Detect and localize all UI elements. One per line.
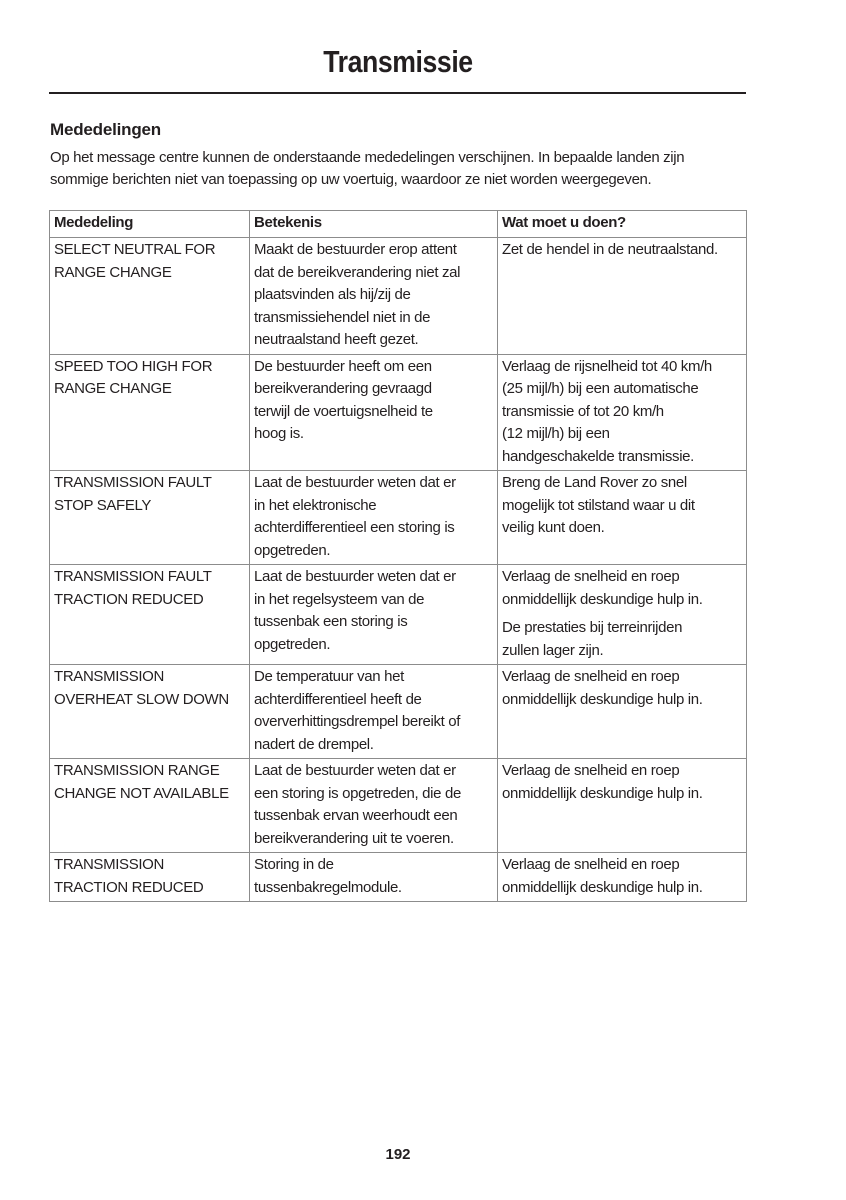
meaning-cell bbox=[250, 853, 498, 902]
action-cell bbox=[498, 238, 747, 355]
cell-line: neutraalstand heeft gezet. bbox=[254, 331, 419, 348]
header-message: Mededeling bbox=[50, 211, 250, 238]
message-cell bbox=[50, 354, 250, 471]
cell-line: Verlaag de rijsnelheid tot 40 km/h bbox=[502, 357, 712, 375]
cell-line: RANGE CHANGE bbox=[54, 380, 172, 397]
meaning-cell bbox=[250, 565, 498, 665]
table-body bbox=[50, 238, 747, 902]
cell-line: TRANSMISSION bbox=[54, 668, 164, 685]
intro-line: Op het message centre kunnen de onderstaande mededelingen verschijnen. In bepaalde landen zijn bbox=[50, 149, 685, 166]
cell-line: SPEED TOO HIGH FOR bbox=[54, 357, 213, 375]
cell-line: tussenbakregelmodule. bbox=[254, 878, 402, 896]
cell-line: De prestaties bij terreinrijden bbox=[502, 619, 683, 636]
cell-line: transmissie of tot 20 km/h bbox=[502, 402, 664, 420]
cell-line: Laat de bestuurder weten dat er bbox=[254, 474, 456, 491]
table-row bbox=[50, 238, 747, 355]
cell-line: TRANSMISSION FAULT bbox=[54, 568, 212, 585]
cell-line: tussenbak ervan weerhoudt een bbox=[254, 807, 458, 824]
message-cell bbox=[50, 853, 250, 902]
table-row bbox=[50, 853, 747, 902]
cell-line: handgeschakelde transmissie. bbox=[502, 447, 694, 465]
cell-line: De bestuurder heeft om een bbox=[254, 357, 432, 375]
action-cell bbox=[498, 354, 747, 471]
cell-line: RANGE CHANGE bbox=[54, 263, 172, 281]
action-cell bbox=[498, 665, 747, 759]
cell-line: SELECT NEUTRAL FOR bbox=[54, 241, 216, 258]
cell-line: bereikverandering uit te voeren. bbox=[254, 829, 454, 847]
cell-line: TRACTION REDUCED bbox=[54, 878, 204, 896]
cell-line: oververhittingsdrempel bereikt of bbox=[254, 713, 461, 730]
section-heading: Mededelingen bbox=[50, 120, 161, 139]
meaning-cell bbox=[250, 354, 498, 471]
cell-line: in het elektronische bbox=[254, 496, 377, 514]
cell-line: (25 mijl/h) bij een automatische bbox=[502, 380, 699, 397]
table-row bbox=[50, 471, 747, 565]
cell-line: mogelijk tot stilstand waar u dit bbox=[502, 496, 695, 514]
cell-line: Laat de bestuurder weten dat er bbox=[254, 568, 456, 585]
page-number: 192 bbox=[385, 1146, 411, 1163]
cell-line: TRANSMISSION FAULT bbox=[54, 474, 212, 491]
header-action: Wat moet u doen? bbox=[498, 211, 747, 238]
cell-line: Laat de bestuurder weten dat er bbox=[254, 762, 456, 779]
cell-line: tussenbak een storing is bbox=[254, 613, 408, 630]
cell-line: onmiddellijk deskundige hulp in. bbox=[502, 590, 703, 608]
table-row bbox=[50, 354, 747, 471]
cell-line: opgetreden. bbox=[254, 541, 331, 559]
messages-table bbox=[49, 210, 747, 902]
intro-paragraph bbox=[50, 147, 750, 191]
cell-line: onmiddellijk deskundige hulp in. bbox=[502, 784, 703, 802]
cell-line: plaatsvinden als hij/zij de bbox=[254, 286, 411, 303]
action-cell bbox=[498, 853, 747, 902]
table-row bbox=[50, 665, 747, 759]
title-rule bbox=[49, 92, 746, 94]
message-cell bbox=[50, 471, 250, 565]
action-cell bbox=[498, 565, 747, 665]
action-cell bbox=[498, 759, 747, 853]
cell-line: achterdifferentieel heeft de bbox=[254, 690, 422, 708]
cell-line: onmiddellijk deskundige hulp in. bbox=[502, 690, 703, 708]
cell-line: CHANGE NOT AVAILABLE bbox=[54, 784, 229, 802]
intro-line: sommige berichten niet van toepassing op uw voertuig, waardoor ze niet worden weergegeven. bbox=[50, 171, 652, 188]
cell-line: Maakt de bestuurder erop attent bbox=[254, 241, 457, 258]
cell-line: Zet de hendel in de neutraalstand. bbox=[502, 241, 718, 258]
cell-line: opgetreden. bbox=[254, 635, 331, 653]
meaning-cell bbox=[250, 665, 498, 759]
cell-line: hoog is. bbox=[254, 425, 304, 442]
cell-line: TRACTION REDUCED bbox=[54, 590, 204, 608]
cell-line: Storing in de bbox=[254, 856, 334, 873]
cell-line: (12 mijl/h) bij een bbox=[502, 425, 610, 442]
cell-line: transmissiehendel niet in de bbox=[254, 308, 431, 326]
header-meaning: Betekenis bbox=[250, 211, 498, 238]
cell-line: OVERHEAT SLOW DOWN bbox=[54, 690, 229, 708]
cell-line: dat de bereikverandering niet zal bbox=[254, 263, 461, 281]
cell-line: TRANSMISSION bbox=[54, 856, 164, 873]
cell-line: Verlaag de snelheid en roep bbox=[502, 568, 680, 585]
message-cell bbox=[50, 565, 250, 665]
message-cell bbox=[50, 238, 250, 355]
cell-line: achterdifferentieel een storing is bbox=[254, 519, 455, 536]
cell-line: zullen lager zijn. bbox=[502, 641, 604, 659]
table-header-row bbox=[50, 211, 747, 238]
cell-line: De temperatuur van het bbox=[254, 668, 404, 685]
message-cell bbox=[50, 665, 250, 759]
table-row bbox=[50, 759, 747, 853]
action-cell bbox=[498, 471, 747, 565]
cell-line: onmiddellijk deskundige hulp in. bbox=[502, 878, 703, 896]
cell-line: in het regelsysteem van de bbox=[254, 590, 425, 608]
message-cell bbox=[50, 759, 250, 853]
cell-line: TRANSMISSION RANGE bbox=[54, 762, 220, 779]
cell-line: STOP SAFELY bbox=[54, 496, 152, 514]
meaning-cell bbox=[250, 238, 498, 355]
cell-line: een storing is opgetreden, die de bbox=[254, 784, 461, 802]
cell-line: terwijl de voertuigsnelheid te bbox=[254, 402, 433, 420]
cell-line: veilig kunt doen. bbox=[502, 519, 605, 536]
table-row bbox=[50, 565, 747, 665]
cell-line: nadert de drempel. bbox=[254, 735, 374, 753]
meaning-cell bbox=[250, 471, 498, 565]
meaning-cell bbox=[250, 759, 498, 853]
cell-line: Breng de Land Rover zo snel bbox=[502, 474, 687, 491]
cell-line: Verlaag de snelheid en roep bbox=[502, 856, 680, 873]
page-title: Transmissie bbox=[323, 44, 473, 79]
cell-line: Verlaag de snelheid en roep bbox=[502, 762, 680, 779]
cell-line: bereikverandering gevraagd bbox=[254, 380, 432, 397]
cell-line: Verlaag de snelheid en roep bbox=[502, 668, 680, 685]
